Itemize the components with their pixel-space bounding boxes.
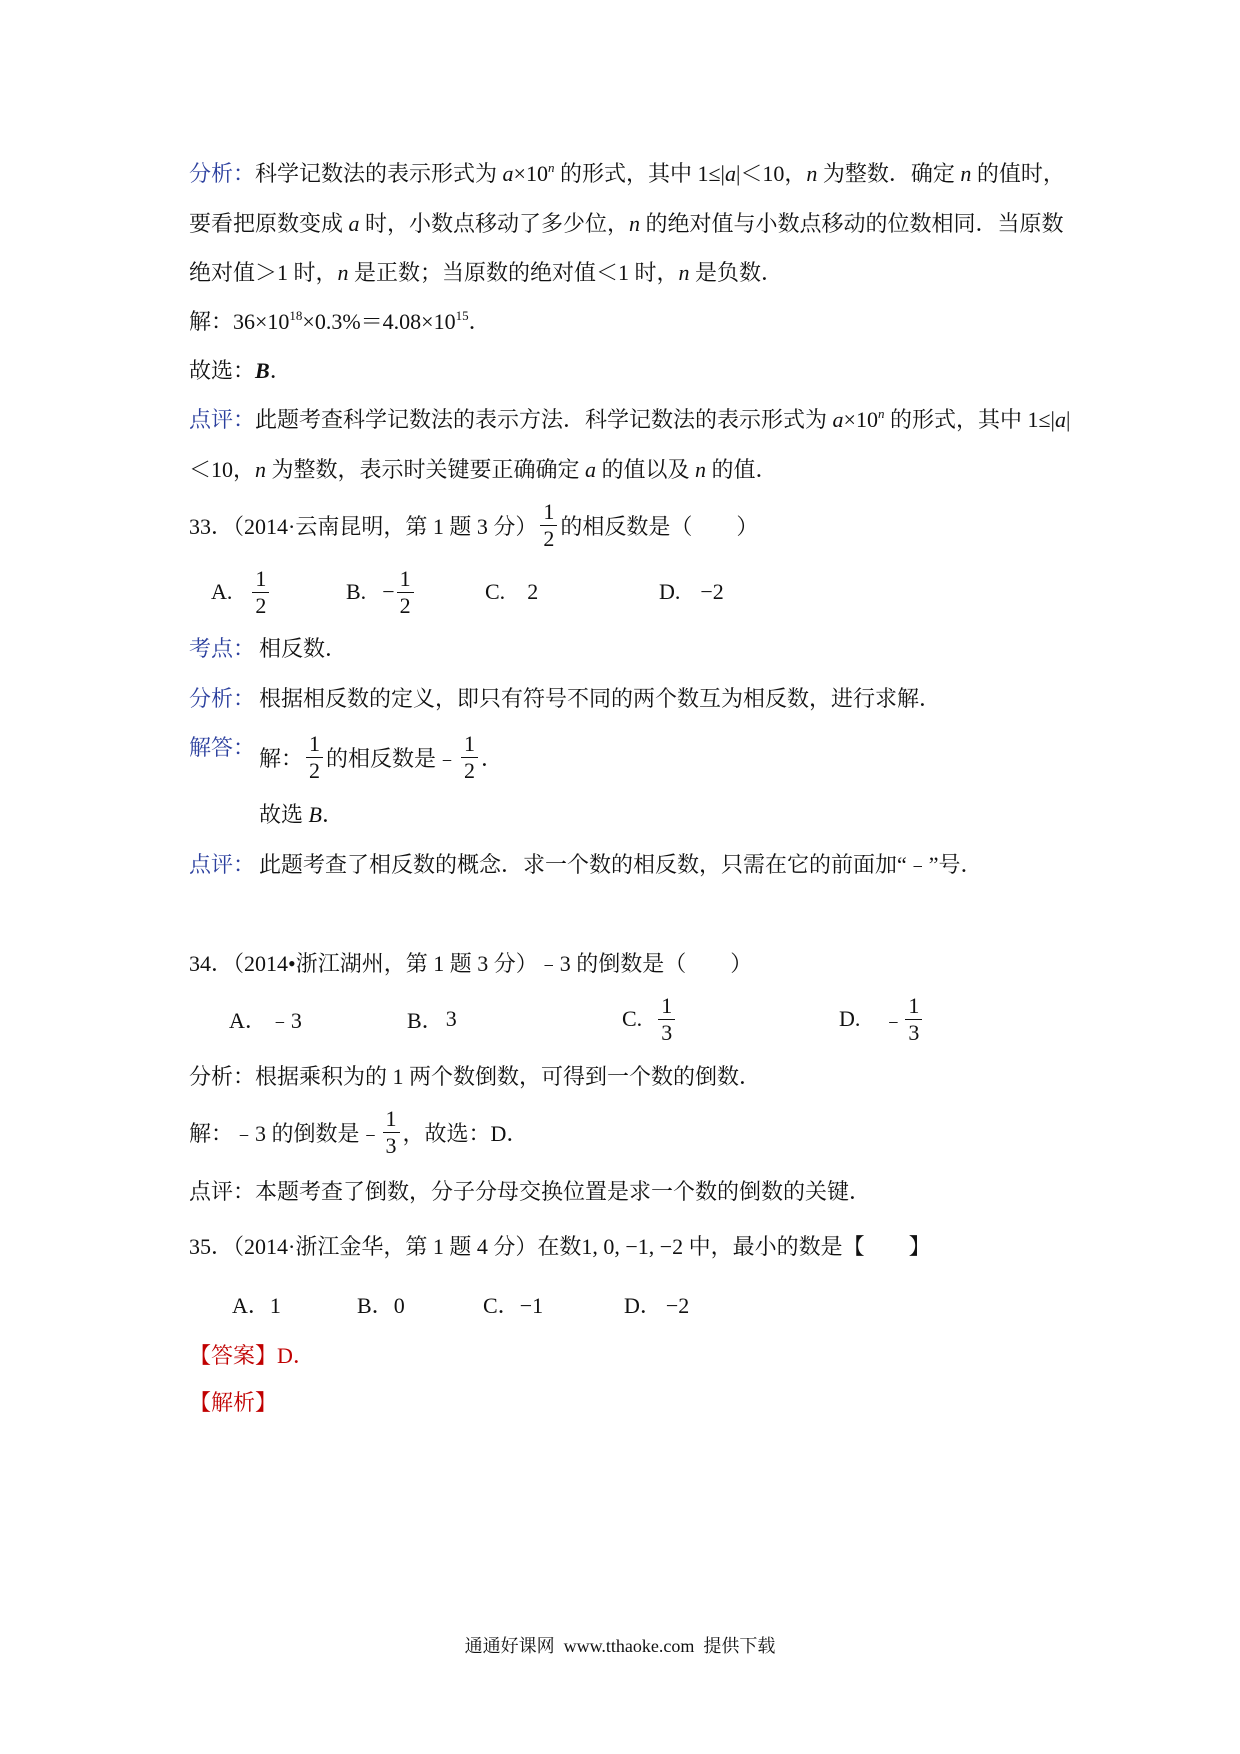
option-label: C.: [485, 579, 506, 604]
analysis-text: 根据相反数的定义，即只有符号不同的两个数互为相反数，进行求解．: [259, 686, 942, 711]
denominator: 3: [661, 1019, 673, 1045]
comment-text: ＜10，: [189, 457, 256, 482]
question-text: 的相反数是（ ）: [560, 513, 759, 539]
q34-stem: [189, 949, 752, 979]
comment-text: 为整数，表示时关键要正确确定: [266, 457, 586, 482]
q34-options: [0, 987, 1240, 1051]
variable-n: n: [678, 260, 690, 285]
q32-analysis-line-3: [189, 258, 783, 288]
analysis-text: 时，小数点移动了多少位，: [359, 211, 630, 236]
variable-a: a: [1054, 407, 1066, 432]
minus-sign: −: [382, 579, 395, 604]
choice-letter: B: [308, 802, 322, 827]
analysis-text: 科学记数法的表示形式为: [255, 161, 503, 186]
variable-n: n: [806, 161, 818, 186]
comment-text: 的形式，其中 1≤|: [884, 407, 1055, 432]
option-value: −1: [519, 1293, 544, 1318]
fraction: [252, 566, 269, 619]
numerator: 1: [905, 993, 922, 1020]
choice-text: 故选: [259, 802, 309, 827]
option-d: [624, 1291, 689, 1321]
solution-text: 解：36×10: [189, 309, 290, 334]
denominator: 3: [385, 1132, 397, 1158]
comment-text: ×10: [843, 407, 878, 432]
q33-answer-label-line: [189, 733, 255, 763]
q35-stem: [189, 1232, 931, 1262]
q32-analysis-line-2: [189, 209, 1064, 239]
variable-n: n: [960, 161, 972, 186]
q34-analysis: [189, 1062, 761, 1092]
q33-answer: [259, 725, 503, 789]
minus-sign: ﹣: [882, 1007, 905, 1033]
comment-text: 此题考查科学记数法的表示方法．科学记数法的表示形式为: [255, 407, 833, 432]
variable-a: a: [348, 211, 360, 236]
option-value: 3: [445, 1006, 457, 1031]
solution-text: ×0.3%＝4.08×10: [302, 309, 456, 334]
q33-stem: [189, 493, 758, 557]
numerator: 1: [383, 1106, 400, 1133]
comment-text: 此题考查了相反数的概念．求一个数的相反数，只需在它的前面加“﹣”号．: [259, 852, 983, 877]
option-label: D.: [659, 579, 681, 604]
analysis-label: 分析：: [189, 161, 256, 186]
option-a: [211, 560, 272, 624]
q32-solution: [189, 307, 491, 337]
comment-text: |: [1065, 407, 1071, 432]
fraction: [397, 566, 414, 619]
q32-analysis-line-1: [189, 159, 1065, 189]
q35-analysis-heading: [189, 1388, 277, 1418]
analysis-text: 要看把原数变成: [189, 211, 349, 236]
q34-comment: [189, 1177, 871, 1207]
numerator: 1: [252, 566, 269, 593]
analysis-text: 绝对值＞1 时，: [189, 260, 338, 285]
option-d: [659, 560, 724, 624]
solution-text: 解：﹣3 的倒数是﹣: [189, 1120, 382, 1146]
solution-text: ，故选：D．: [402, 1120, 529, 1146]
analysis-heading: 【解析】: [189, 1390, 278, 1415]
numerator: 1: [397, 566, 414, 593]
analysis-text: 的绝对值与小数点移动的位数相同．当原数: [640, 211, 1064, 236]
option-label: A.: [211, 579, 233, 604]
comment-text: 的值．: [706, 457, 778, 482]
analysis-label: 分析：: [189, 686, 256, 711]
q32-comment-line-2: [189, 455, 778, 485]
q33-point: [189, 634, 347, 664]
option-value: ﹣3: [268, 1007, 302, 1033]
question-text: 33．（2014·云南昆明，第 1 题 3 分）: [189, 513, 538, 539]
option-d: [839, 987, 925, 1051]
variable-n: n: [255, 457, 267, 482]
numerator: 1: [658, 993, 675, 1020]
analysis-text: 的值时，: [971, 161, 1065, 186]
q32-comment-line-1: [189, 405, 1070, 435]
option-c: [622, 987, 678, 1051]
q33-choice: [259, 800, 344, 830]
denominator: 2: [309, 757, 321, 783]
variable-n: n: [337, 260, 349, 285]
comment-text: 点评：本题考查了倒数，分子分母交换位置是求一个数的倒数的关键．: [189, 1179, 872, 1204]
variable-n: n: [695, 457, 707, 482]
analysis-text: 分析：根据乘积为的 1 两个数倒数，可得到一个数的倒数．: [189, 1064, 762, 1089]
q35-answer: [189, 1341, 315, 1371]
variable-n: n: [629, 211, 641, 236]
denominator: 2: [255, 592, 267, 618]
option-a: [229, 987, 302, 1051]
fraction: [540, 499, 557, 552]
option-label: B．: [407, 1007, 444, 1033]
question-text: 34．（2014•浙江湖州，第 1 题 3 分）﹣3 的倒数是（ ）: [189, 951, 753, 976]
answer-text: ．: [481, 745, 504, 771]
option-value: 2: [527, 579, 539, 604]
numerator: 1: [306, 731, 323, 758]
denominator: 2: [543, 525, 555, 551]
choice-letter: B: [255, 358, 270, 383]
variable-a: a: [585, 457, 597, 482]
option-value: −2: [665, 1293, 690, 1318]
numerator: 1: [461, 731, 478, 758]
denominator: 2: [464, 757, 476, 783]
q34-solution: [189, 1100, 528, 1164]
numerator: 1: [540, 499, 557, 526]
exponent-n: n: [877, 406, 885, 421]
option-b: [357, 1291, 405, 1321]
option-b: [346, 560, 417, 624]
answer-text: 解：: [259, 745, 304, 771]
q35-options: [0, 1291, 1240, 1321]
option-c: [483, 1291, 543, 1321]
analysis-text: |＜10，: [735, 161, 807, 186]
option-label: D.: [839, 1006, 861, 1031]
option-value: 0: [393, 1293, 405, 1318]
fraction: [461, 731, 478, 784]
answer-label: 解答：: [189, 735, 256, 760]
fraction: [383, 1106, 400, 1159]
variable-a: a: [832, 407, 844, 432]
fraction: [658, 993, 675, 1046]
solution-text: ．: [468, 309, 491, 334]
option-label: A．: [229, 1007, 267, 1033]
option-value: −2: [700, 579, 724, 604]
question-text: 35．（2014·浙江金华，第 1 题 4 分）在数1, 0, −1, −2 中，最小的数是【 】: [189, 1234, 931, 1259]
option-c: [485, 560, 538, 624]
q33-options: [0, 560, 1240, 624]
option-a: [232, 1291, 281, 1321]
variable-a: a: [502, 161, 514, 186]
analysis-text: 的形式，其中 1≤|: [554, 161, 725, 186]
choice-text: 故选：: [189, 358, 256, 383]
fraction: [905, 993, 922, 1046]
page-footer: [0, 1633, 1240, 1659]
denominator: 3: [908, 1019, 920, 1045]
exponent: 15: [455, 308, 469, 323]
q33-analysis: [189, 684, 941, 714]
denominator: 2: [399, 592, 411, 618]
comment-text: 的值以及: [596, 457, 696, 482]
option-label: D．: [624, 1293, 662, 1318]
choice-text: ．: [269, 358, 292, 383]
point-label: 考点：: [189, 636, 256, 661]
comment-label: 点评：: [189, 852, 256, 877]
fraction: [306, 731, 323, 784]
answer-text: 的相反数是﹣: [326, 745, 459, 771]
q33-comment: [189, 850, 983, 880]
analysis-text: 是正数；当原数的绝对值＜1 时，: [348, 260, 679, 285]
option-label: A．: [232, 1293, 270, 1318]
analysis-text: ×10: [513, 161, 548, 186]
answer-text: 【答案】D．: [189, 1343, 315, 1368]
option-label: B．: [357, 1293, 394, 1318]
choice-text: ．: [321, 802, 344, 827]
comment-label: 点评：: [189, 407, 256, 432]
option-label: B.: [346, 579, 367, 604]
point-text: 相反数．: [259, 636, 348, 661]
analysis-text: 是负数．: [689, 260, 784, 285]
option-label: C．: [483, 1293, 520, 1318]
exponent: 18: [289, 308, 303, 323]
q32-choice: [189, 356, 292, 386]
footer-text: 通通好课网 www.tthaoke.com 提供下载: [464, 1636, 776, 1656]
analysis-text: 为整数．确定: [817, 161, 961, 186]
exponent-n: n: [547, 160, 555, 175]
option-value: 1: [269, 1293, 281, 1318]
variable-a: a: [724, 161, 736, 186]
option-b: [407, 987, 457, 1051]
option-label: C.: [622, 1006, 643, 1031]
